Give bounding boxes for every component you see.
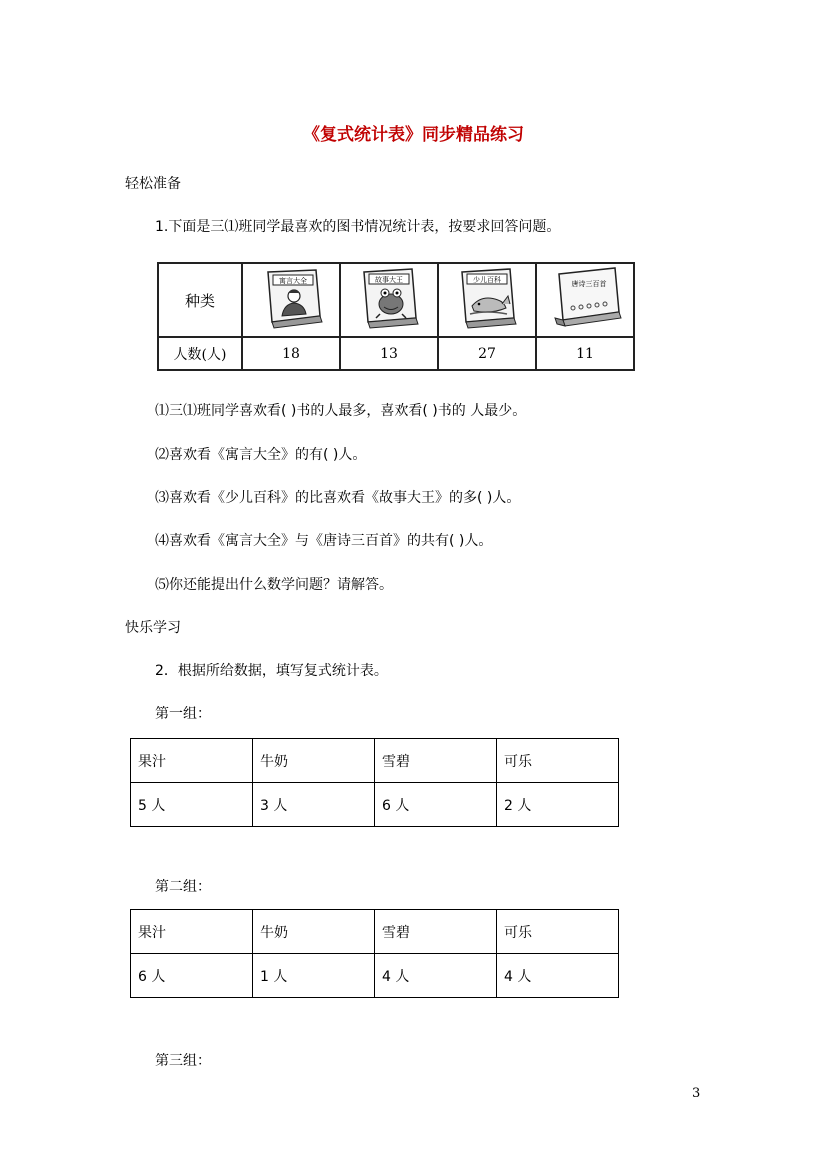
count-stories: 13	[340, 337, 438, 370]
man-reading-book-icon	[256, 266, 326, 330]
table-row	[131, 783, 619, 827]
group-1-value-sprite: 6 人	[375, 783, 497, 827]
table-row	[131, 739, 619, 783]
group-2-header-juice: 果汁	[131, 910, 253, 954]
group-2-header-milk: 牛奶	[253, 910, 375, 954]
group-2-value-sprite: 4 人	[375, 954, 497, 998]
group-3-label: 第三组：	[155, 1053, 211, 1069]
book-cover-label: 少儿百科	[473, 276, 501, 284]
section-heading-learn: 快乐学习	[125, 620, 181, 636]
count-tang-poems: 11	[536, 337, 634, 370]
group-1-header-juice: 果汁	[131, 739, 253, 783]
whale-book-icon	[452, 266, 522, 330]
book-cell-fables	[242, 263, 340, 337]
section-heading-prepare: 轻松准备	[125, 176, 181, 192]
book-cell-encyclopedia	[438, 263, 536, 337]
group-1-value-cola: 2 人	[497, 783, 619, 827]
question-1-prompt: 1.下面是三⑴班同学最喜欢的图书情况统计表，按要求回答问题。	[155, 219, 561, 235]
table-row	[131, 910, 619, 954]
count-fables: 18	[242, 337, 340, 370]
book-cover-label: 唐诗三百首	[571, 280, 607, 288]
group-2-label: 第二组：	[155, 879, 211, 895]
question-1-sub-3: ⑶喜欢看《少儿百科》的比喜欢看《故事大王》的多( )人。	[155, 490, 521, 506]
group-1-header-milk: 牛奶	[253, 739, 375, 783]
table-row	[131, 954, 619, 998]
group-1-label: 第一组：	[155, 706, 211, 722]
group-1-header-cola: 可乐	[497, 739, 619, 783]
count-header: 人数(人)	[158, 337, 242, 370]
group-2-value-juice: 6 人	[131, 954, 253, 998]
question-2-prompt: 2．根据所给数据，填写复式统计表。	[155, 663, 388, 679]
question-1-sub-2: ⑵喜欢看《寓言大全》的有( )人。	[155, 447, 367, 463]
count-encyclopedia: 27	[438, 337, 536, 370]
group-2-table	[130, 909, 619, 998]
book-statistics-table	[157, 262, 635, 371]
question-1-sub-5: ⑸你还能提出什么数学问题？请解答。	[155, 577, 393, 593]
group-1-value-milk: 3 人	[253, 783, 375, 827]
poetry-book-icon	[545, 266, 625, 330]
book-cover-label: 寓言大全	[279, 277, 307, 285]
group-2-value-milk: 1 人	[253, 954, 375, 998]
group-2-value-cola: 4 人	[497, 954, 619, 998]
book-cover-label: 故事大王	[375, 276, 403, 284]
book-cell-tang-poems	[536, 263, 634, 337]
group-1-header-sprite: 雪碧	[375, 739, 497, 783]
question-1-sub-1: ⑴三⑴班同学喜欢看( )书的人最多，喜欢看( )书的 人最少。	[155, 403, 527, 419]
page-number: 3	[692, 1086, 701, 1101]
frog-book-icon	[354, 266, 424, 330]
page-title: 《复式统计表》同步精品练习	[303, 125, 524, 145]
group-2-header-cola: 可乐	[497, 910, 619, 954]
category-header: 种类	[158, 263, 242, 337]
question-1-sub-4: ⑷喜欢看《寓言大全》与《唐诗三百首》的共有( )人。	[155, 533, 493, 549]
group-1-table	[130, 738, 619, 827]
book-cell-stories	[340, 263, 438, 337]
group-2-header-sprite: 雪碧	[375, 910, 497, 954]
group-1-value-juice: 5 人	[131, 783, 253, 827]
